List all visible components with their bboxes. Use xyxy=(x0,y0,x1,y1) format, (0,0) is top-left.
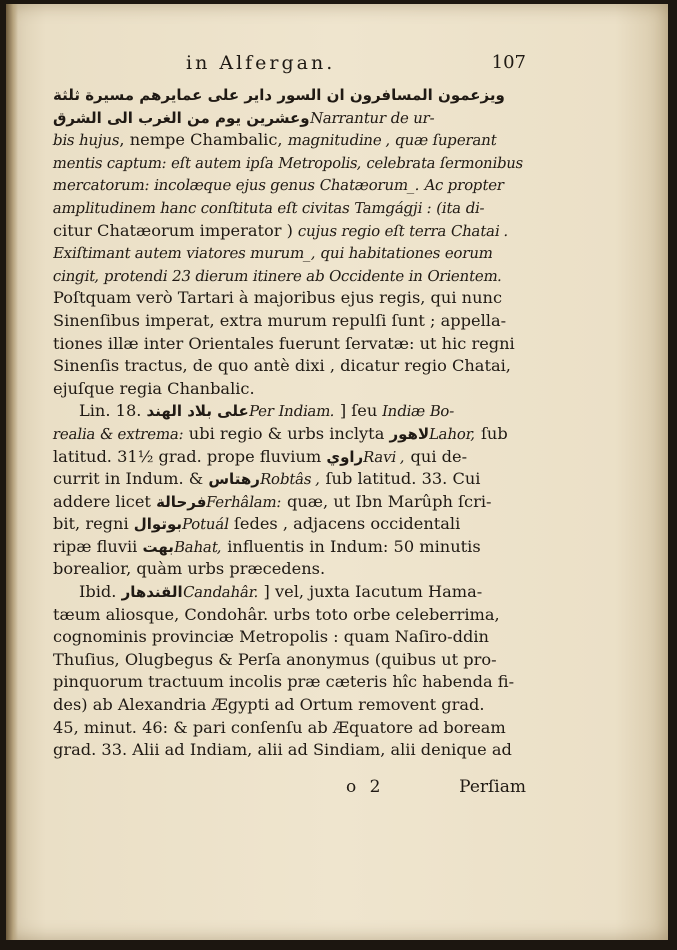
text-line xyxy=(53,310,525,333)
text-line xyxy=(53,107,525,130)
roman-text: latitud. 31½ grad. prope fluvium xyxy=(53,446,327,466)
italic-text: amplitudinem hanc conſtituta eſt civitas Tamgágji : (ita di- xyxy=(51,198,487,217)
text-line xyxy=(53,446,525,469)
roman-text: , nempe Chambalic, xyxy=(119,130,288,150)
arabic-text: بهت xyxy=(142,537,174,556)
text-line xyxy=(53,400,525,423)
text-line xyxy=(53,649,525,672)
italic-text: Robtâs , xyxy=(258,470,323,489)
book-page xyxy=(6,4,668,940)
text-line xyxy=(53,604,525,627)
text-line xyxy=(53,717,525,740)
roman-text: borealior, quàm urbs præcedens. xyxy=(53,559,326,579)
roman-text: influentis in Indum: 50 minutis xyxy=(222,536,481,556)
arabic-text: راوي xyxy=(326,447,364,466)
italic-text: cingit, protendi 23 dierum itinere ab Occidente in Orientem. xyxy=(51,266,504,285)
page-spine-shadow xyxy=(6,4,18,940)
roman-text: currit in Indum. & xyxy=(53,469,209,489)
italic-text: Candahâr. xyxy=(181,583,260,602)
roman-text: Ibid. xyxy=(79,582,122,602)
roman-text: des) ab Alexandria Ægypti ad Ortum removent grad. xyxy=(53,695,485,715)
roman-text: ſedes , adjacens occidentali xyxy=(228,514,461,534)
page-header xyxy=(186,52,526,80)
text-line xyxy=(53,129,525,152)
arabic-text: فرحالة xyxy=(156,492,207,511)
italic-text: mentis captum: eſt autem ipſa Metropolis, celebrata ſermonibus xyxy=(51,153,525,172)
text-line xyxy=(53,265,525,288)
roman-text: ripæ fluvii xyxy=(53,536,143,556)
italic-text: magnitudine , quæ ſuperant xyxy=(286,131,498,150)
italic-text: realia & extrema: xyxy=(51,424,186,443)
roman-text: qui de- xyxy=(405,446,468,466)
italic-text: Potuál xyxy=(180,515,231,534)
roman-text: quæ, ut Ibn Marûph ſcri- xyxy=(281,491,492,511)
roman-text: citur Chatæorum imperator ) xyxy=(53,220,299,240)
text-line xyxy=(53,671,525,694)
text-line xyxy=(53,197,525,220)
text-line xyxy=(53,378,525,401)
roman-text: 45, minut. 46: & pari conſenſu ab Æquatore ad boream xyxy=(53,717,506,737)
roman-text: grad. 33. Alii ad Indiam, alii ad Sindiam, alii denique ad xyxy=(53,740,512,760)
page-number: 107 xyxy=(491,52,526,73)
text-line xyxy=(53,558,525,581)
roman-text: tæum aliosque, Condohâr. urbs toto orbe celeberrima, xyxy=(53,604,500,624)
italic-text: Per Indiam. xyxy=(247,402,337,421)
text-line xyxy=(53,355,525,378)
italic-text: Narrantur de ur- xyxy=(308,108,436,127)
roman-text: cognominis provinciæ Metropolis : quam Naſiro-ddin xyxy=(53,627,489,647)
arabic-text: على بلاد الهند xyxy=(146,402,249,421)
roman-text: ejuſque regia Chanbalic. xyxy=(53,378,255,398)
italic-text: Exiſtimant autem viatores murum_, qui habitationes eorum xyxy=(51,244,495,263)
text-line xyxy=(53,220,525,243)
text-line xyxy=(53,242,525,265)
arabic-text: القندهار xyxy=(121,583,183,602)
text-line xyxy=(53,536,525,559)
text-line xyxy=(53,694,525,717)
roman-text: Thuſius, Olugbegus & Perſa anonymus (quibus ut pro- xyxy=(53,649,497,669)
italic-text: Indiæ Bo- xyxy=(380,402,457,421)
text-line xyxy=(53,513,525,536)
italic-text: Lahor, xyxy=(427,424,478,443)
roman-text: Sinenſis tractus, de quo antè dixi , dicatur regio Chatai, xyxy=(53,356,511,376)
roman-text: ] ſeu xyxy=(334,401,383,421)
arabic-text: رهتاس xyxy=(208,470,260,489)
roman-text: bit, regni xyxy=(53,514,134,534)
italic-text: Bahat, xyxy=(172,537,224,556)
text-line xyxy=(53,174,525,197)
arabic-text: لاهور xyxy=(389,424,430,443)
roman-text: Poſtquam verò Tartari à majoribus ejus regis, qui nunc xyxy=(53,288,503,308)
italic-text: Ravi , xyxy=(361,447,408,466)
text-line xyxy=(53,287,525,310)
arabic-text: وعشرين يوم من الغرب الى الشرق xyxy=(53,108,310,127)
text-line xyxy=(53,739,525,762)
roman-text: tiones illæ inter Orientales fuerunt ſervatæ: ut hic regni xyxy=(53,333,515,353)
italic-text: cujus regio eſt terra Chatai . xyxy=(296,221,511,240)
roman-text: ] vel, juxta Iacutum Hama- xyxy=(258,582,483,602)
text-line xyxy=(53,491,525,514)
roman-text: addere licet xyxy=(53,491,157,511)
text-line xyxy=(53,468,525,491)
text-line xyxy=(53,84,525,107)
text-line xyxy=(53,333,525,356)
signature-mark: o 2 xyxy=(346,777,385,797)
roman-text: pinquorum tractuum incolis præ cæteris hîc habenda fi- xyxy=(53,672,515,692)
arabic-text: بوتوال xyxy=(133,515,182,534)
roman-text: ſub latitud. 33. Cui xyxy=(320,469,481,489)
italic-text: mercatorum: incolæque ejus genus Chatæorum_. Ac propter xyxy=(51,176,506,195)
roman-text: ſub xyxy=(475,423,508,443)
text-line xyxy=(53,626,525,649)
body-text xyxy=(53,84,525,762)
italic-text: bis hujus xyxy=(51,131,122,150)
catchword: Perſiam xyxy=(459,777,526,797)
roman-text: Lin. 18. xyxy=(79,401,147,421)
running-head: in Alfergan. xyxy=(186,52,336,74)
text-line xyxy=(53,581,525,604)
italic-text: Ferhâlam: xyxy=(204,492,284,511)
arabic-text: ويزعمون المسافرون ان السور داير على عمايرهم مسيرة ثلثة xyxy=(53,86,505,104)
page-footer xyxy=(346,777,526,803)
roman-text: ubi regio & urbs inclyta xyxy=(183,423,390,443)
text-line xyxy=(51,152,525,175)
roman-text: Sinenſibus imperat, extra murum repulſi ſunt ; appella- xyxy=(53,310,507,330)
text-line xyxy=(53,423,525,446)
